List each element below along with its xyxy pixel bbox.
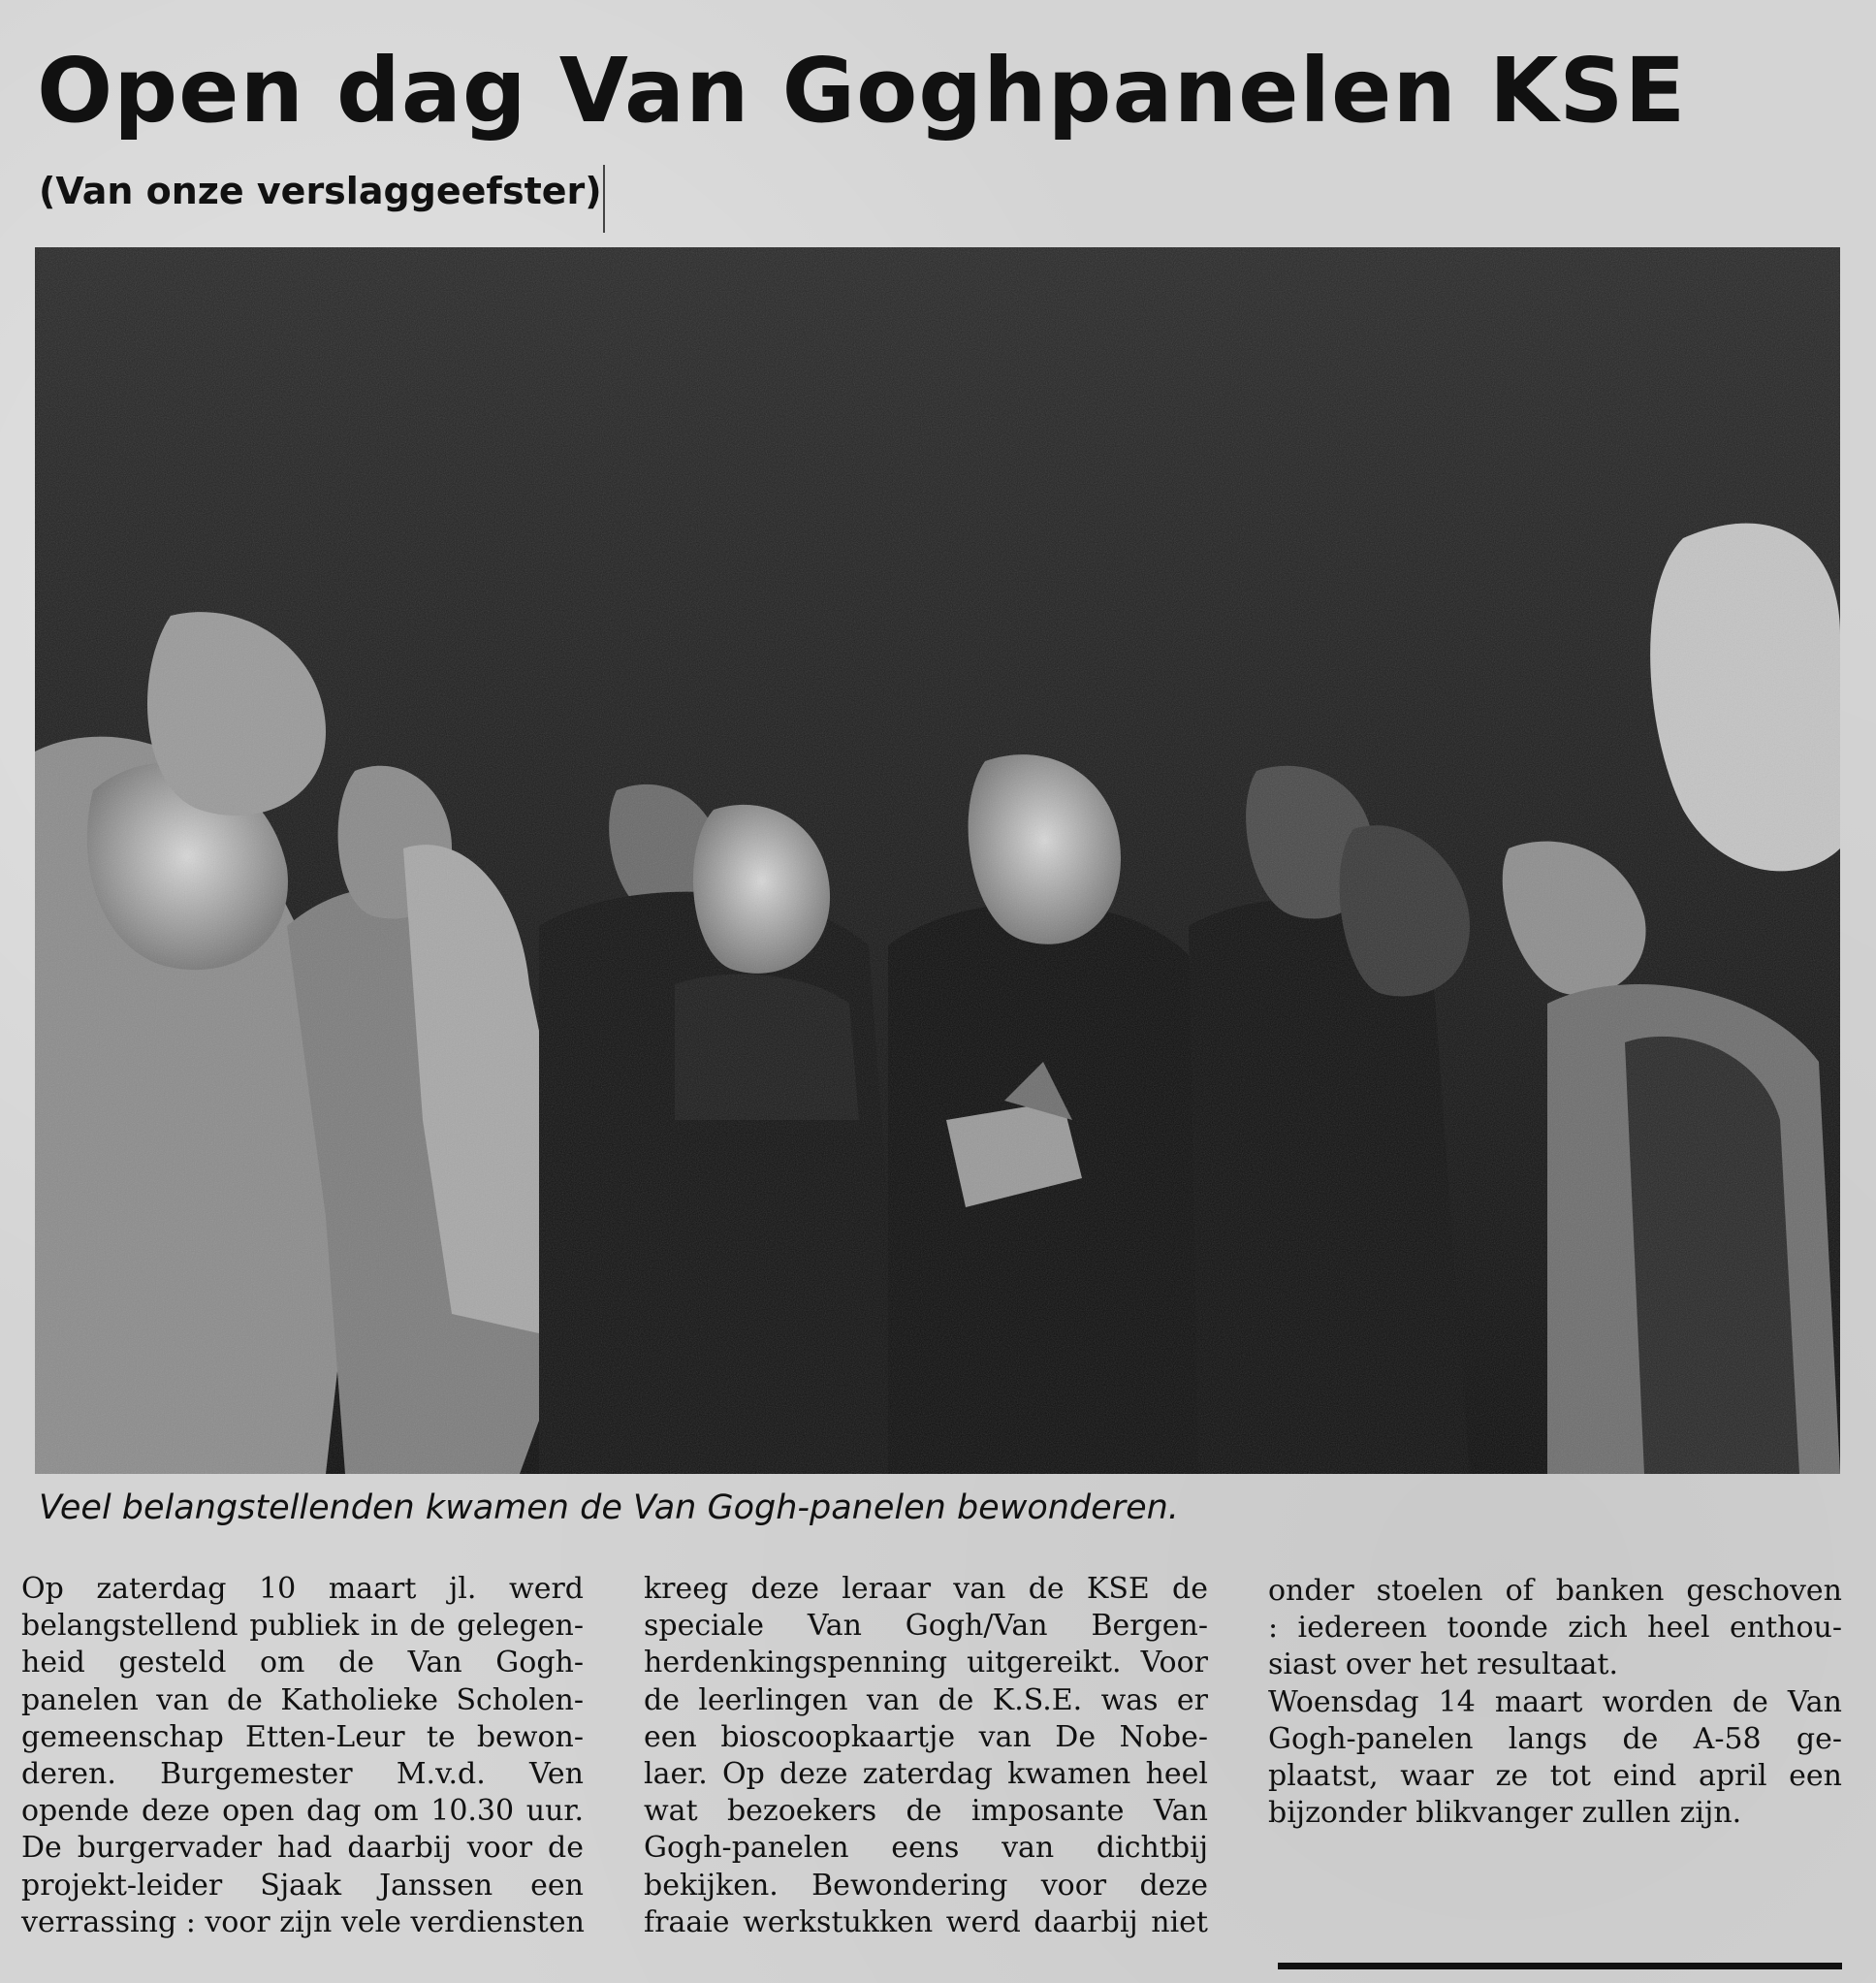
article-column-2 bbox=[644, 1571, 1208, 1941]
text-line: verrassing : voor zijn vele verdiensten bbox=[21, 1904, 585, 1939]
text-line: deren. Burgemester M.v.d. Ven bbox=[21, 1757, 584, 1792]
text-line: laer. Op deze zaterdag kwamen heel bbox=[644, 1757, 1208, 1792]
text-line: fraaie werkstukken werd daarbij niet bbox=[644, 1904, 1208, 1939]
text-line: een bioscoopkaartje van De Nobe- bbox=[644, 1719, 1208, 1754]
article-column-3 bbox=[1268, 1573, 1842, 1832]
text-line: belangstellend publiek in de gelegen- bbox=[21, 1609, 584, 1644]
byline-divider bbox=[603, 165, 605, 233]
text-line: de leerlingen van de K.S.E. was er bbox=[644, 1682, 1208, 1717]
text-line: wat bezoekers de imposante Van bbox=[644, 1794, 1208, 1829]
article-byline: (Van onze verslaggeefster) bbox=[39, 170, 602, 212]
article-end-rule bbox=[1278, 1963, 1842, 1969]
text-line: speciale Van Gogh/Van Bergen- bbox=[644, 1609, 1208, 1644]
text-line: herdenkingspenning uitgereikt. Voor bbox=[644, 1646, 1208, 1680]
text-line: bekijken. Bewondering voor deze bbox=[644, 1868, 1208, 1903]
text-line: kreeg deze leraar van de KSE de bbox=[644, 1572, 1208, 1606]
article-column-1 bbox=[21, 1571, 584, 1941]
text-line: Gogh-panelen langs de A-58 ge- bbox=[1268, 1721, 1842, 1756]
text-line: bijzonder blikvanger zullen zijn. bbox=[1268, 1796, 1742, 1831]
text-line: projekt-leider Sjaak Janssen een bbox=[21, 1868, 584, 1903]
text-line: gemeenschap Etten-Leur te bewon- bbox=[21, 1719, 584, 1754]
crowd-photo-icon bbox=[35, 247, 1840, 1474]
text-line: Op zaterdag 10 maart jl. werd bbox=[21, 1572, 584, 1606]
text-line: siast over het resultaat. bbox=[1268, 1647, 1618, 1682]
article-photo bbox=[35, 247, 1840, 1474]
photo-caption: Veel belangstellenden kwamen de Van Gogh-panelen bewonderen. bbox=[39, 1488, 1179, 1527]
article-headline: Open dag Van Goghpanelen KSE bbox=[37, 39, 1687, 143]
text-line: plaatst, waar ze tot eind april een bbox=[1268, 1759, 1842, 1794]
text-line: opende deze open dag om 10.30 uur. bbox=[21, 1794, 584, 1829]
text-line: : iedereen toonde zich heel enthou- bbox=[1268, 1611, 1842, 1646]
text-line: onder stoelen of banken geschoven bbox=[1268, 1574, 1842, 1608]
text-line: Woensdag 14 maart worden de Van bbox=[1268, 1684, 1842, 1719]
text-line: De burgervader had daarbij voor de bbox=[21, 1831, 584, 1866]
text-line: heid gesteld om de Van Gogh- bbox=[21, 1646, 584, 1680]
text-line: panelen van de Katholieke Scholen- bbox=[21, 1682, 584, 1717]
text-line: Gogh-panelen eens van dichtbij bbox=[644, 1831, 1208, 1866]
